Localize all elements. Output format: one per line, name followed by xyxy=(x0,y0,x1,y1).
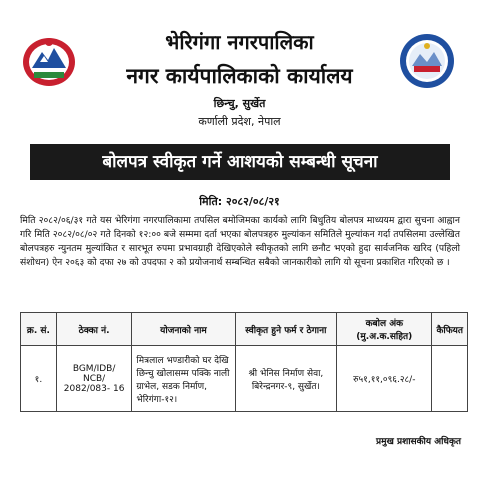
col-remarks: कैफियत xyxy=(432,313,468,346)
col-serial: क्र. सं. xyxy=(21,313,57,346)
office-name: नगर कार्यपालिकाको कार्यालय xyxy=(126,63,353,88)
col-firm: स्वीकृत हुने फर्म र ठेगाना xyxy=(235,313,337,346)
cell-serial: १. xyxy=(21,346,57,412)
province-text: कर्णाली प्रदेश, नेपाल xyxy=(198,115,281,128)
notice-body: मिति २०८२/०६/३१ गते यस भेरिगंगा नगरपालिकामा तपसिल बमोजिमका कार्यको लागि बिधुतिय बोलपत्र माध्ययम द्वारा सुचना आह्वान गरि मिति २०८२/०८/०२ गते दिनको १२:०० बजे सम्ममा दर्ता भएका बोलपत्रहरु मुल्यांकन समितिले मुल्यांकन गर्दा तपसिलमा उल्लेखित बोलपत्रहरु न्युनतम मुल्यांकित र सारभूत रुपमा प्रभावग्राही देखिएकोले स्वीकृतको लागि छनौट भएको हुदा सार्वजनिक खरिद (पहिलो संशोधन) ऐन २०६३ को दफा २७ को उपदफा २ को प्रयोजनार्थ सम्बन्धित सबैको जानकारीको लागि यो सूचना प्रकाशित गरिएको छ । xyxy=(20,215,460,268)
bid-table xyxy=(20,312,468,412)
col-bid-amount: कबोल अंक (मु.अ.क.सहित) xyxy=(337,313,432,346)
table-header-row xyxy=(21,313,468,346)
col-contract-no: ठेक्का नं. xyxy=(56,313,132,346)
cell-firm: श्री भेनिस निर्माण सेवा, बिरेन्द्रनगर-९, सुर्खेत। xyxy=(235,346,337,412)
location-text: छिन्चु, सुर्खेत xyxy=(213,97,266,110)
cell-project-name: मित्रलाल भण्डारीको घर देखि छिन्चु खोलासम्म पक्कि नाली ग्राभेल, सडक निर्माण, भेरिगंगा-१२। xyxy=(132,346,235,412)
cell-contract-no: BGM/IDB/ NCB/ 2082/083- 16 xyxy=(56,346,132,412)
col-project-name: योजनाको नाम xyxy=(132,313,235,346)
municipality-name: भेरिगंगा नगरपालिका xyxy=(165,30,314,54)
cell-remarks xyxy=(432,346,468,412)
signer-title: प्रमुख प्रशासकीय अधिकृत xyxy=(375,437,461,447)
table-row xyxy=(21,346,468,412)
notice-title-banner: बोलपत्र स्वीकृत गर्ने आशयको सम्बन्धी सूचना xyxy=(30,144,450,180)
cell-bid-amount: रु५१,११,०९६.२८/- xyxy=(337,346,432,412)
notice-date: मिति: २०८२/०८/२१ xyxy=(199,195,280,208)
